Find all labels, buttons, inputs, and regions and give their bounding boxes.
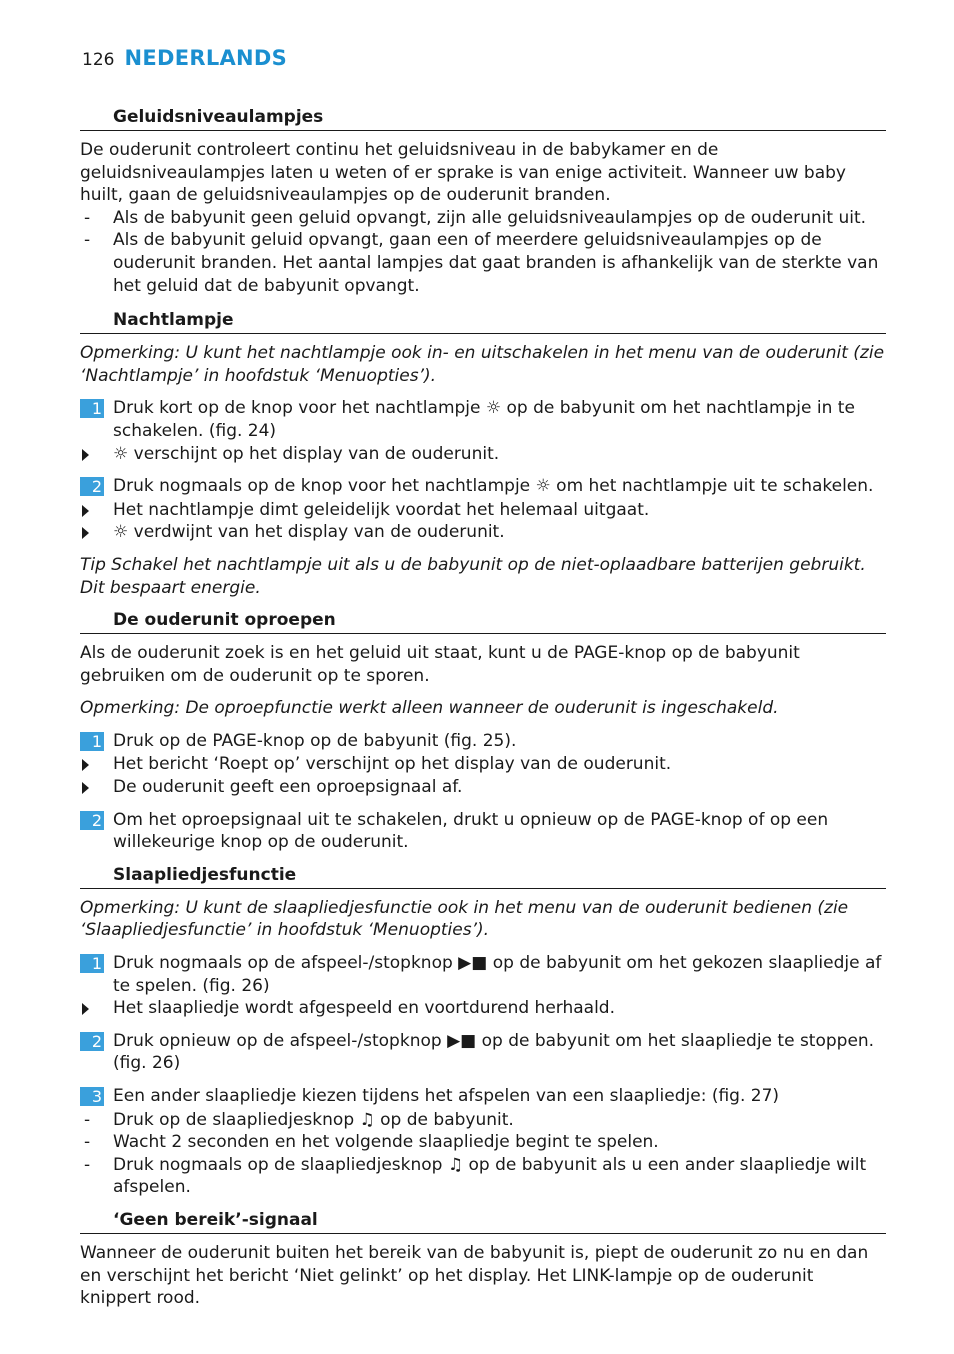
result-item: Het slaapliedje wordt afgespeeld en voortdurend herhaald. [113, 998, 616, 1019]
note: Opmerking: U kunt het nachtlampje ook in- en uitschakelen in het menu van de ouderunit (zie ‘Nachtlampje’ in hoofdstuk ‘Menuopties’). [80, 343, 885, 386]
tip: Tip Schakel het nachtlampje uit als u de babyunit op de niet-oplaadbare batterijen gebruikt. Dit bespaart energie. [80, 554, 866, 598]
paragraph: Als de ouderunit zoek is en het geluid uit staat, kunt u de PAGE-knop op de babyunit gebruiken om de ouderunit op te sporen. [80, 643, 800, 686]
step-item: 2 Om het oproepsignaal uit te schakelen, drukt u opnieuw op de PAGE-knop of op een willekeurige knop op de ouderunit. [80, 809, 886, 854]
note: Opmerking: De oproepfunctie werkt alleen wanneer de ouderunit is ingeschakeld. [80, 698, 779, 719]
step-item: 1 Druk kort op de knop voor het nachtlampje ☼ op de babyunit om het nachtlampje in te schakelen. (fig. 24) [80, 397, 886, 442]
list-item: Druk nogmaals op de slaapliedjesknop ♫ op de babyunit als u een ander slaapliedje wilt afspelen. [113, 1154, 867, 1198]
section-heading-nachtlampje: Nachtlampje [80, 309, 886, 334]
step-number: 2 [80, 1032, 104, 1051]
list-item: Als de babyunit geen geluid opvangt, zijn alle geluidsniveaulampjes op de ouderunit uit. [113, 207, 867, 228]
result-item: De ouderunit geeft een oproepsignaal af. [113, 777, 463, 798]
page-content [80, 106, 886, 1310]
paragraph: Wanneer de ouderunit buiten het bereik van de babyunit is, piept de ouderunit zo nu en dan en verschijnt het bericht ‘Niet gelinkt’ op het display. Het LINK-lampje op de ouderunit knippert rood. [80, 1242, 869, 1309]
list-item: Als de babyunit geluid opvangt, gaan een of meerdere geluidsniveaulampjes op de ouderunit branden. Het aantal lampjes dat gaat branden is afhankelijk van de sterkte van het geluid dat de babyunit opvangt. [113, 230, 879, 296]
step-item: 1 Druk op de PAGE-knop op de babyunit (fig. 25). [80, 730, 886, 754]
section-heading-geluidsniveaulampjes: Geluidsniveaulampjes [80, 106, 886, 131]
page-header [82, 46, 287, 76]
step-item: 2 Druk opnieuw op de afspeel-/stopknop ▶■ op de babyunit om het slaapliedje te stoppen. (fig. 26) [80, 1030, 886, 1075]
section-heading-slaapliedjesfunctie: Slaapliedjesfunctie [80, 864, 886, 889]
step-number: 1 [80, 399, 104, 418]
note: Opmerking: U kunt de slaapliedjesfunctie ook in het menu van de ouderunit bedienen (zie ‘Slaapliedjesfunctie’ in hoofdstuk ‘Menuopties’). [80, 897, 849, 941]
step-item: 1 Druk nogmaals op de afspeel-/stopknop ▶■ op de babyunit om het gekozen slaapliedje af te spelen. (fig. 26) [80, 952, 886, 997]
page-number: 126 [82, 50, 115, 70]
language-title: NEDERLANDS [124, 46, 288, 70]
result-item: Het nachtlampje dimt geleidelijk voordat het helemaal uitgaat. [113, 499, 650, 520]
section-heading-ouderunit-oproepen: De ouderunit oproepen [80, 609, 886, 634]
list-item: Wacht 2 seconden en het volgende slaapliedje begint te spelen. [113, 1132, 659, 1153]
result-item: ☼ verdwijnt van het display van de ouderunit. [113, 522, 505, 543]
step-number: 2 [80, 811, 104, 830]
step-item: 3 Een ander slaapliedje kiezen tijdens het afspelen van een slaapliedje: (fig. 27) [80, 1085, 886, 1109]
step-item: 2 Druk nogmaals op de knop voor het nachtlampje ☼ om het nachtlampje uit te schakelen. [80, 475, 886, 499]
paragraph: De ouderunit controleert continu het geluidsniveau in de babykamer en de geluidsniveaulampjes laten u weten of er sprake is van enige activiteit. Wanneer uw baby huilt, gaan de geluidsniveaulampjes op de ouderunit branden. [80, 140, 846, 206]
step-number: 2 [80, 477, 104, 496]
section-heading-geen-bereik: ‘Geen bereik’-signaal [80, 1209, 886, 1234]
list-item: Druk op de slaapliedjesknop ♫ op de babyunit. [113, 1109, 514, 1130]
result-item: Het bericht ‘Roept op’ verschijnt op het display van de ouderunit. [113, 754, 672, 775]
step-number: 1 [80, 954, 104, 973]
step-number: 3 [80, 1087, 104, 1106]
step-number: 1 [80, 732, 104, 751]
result-item: ☼ verschijnt op het display van de ouderunit. [113, 443, 500, 464]
